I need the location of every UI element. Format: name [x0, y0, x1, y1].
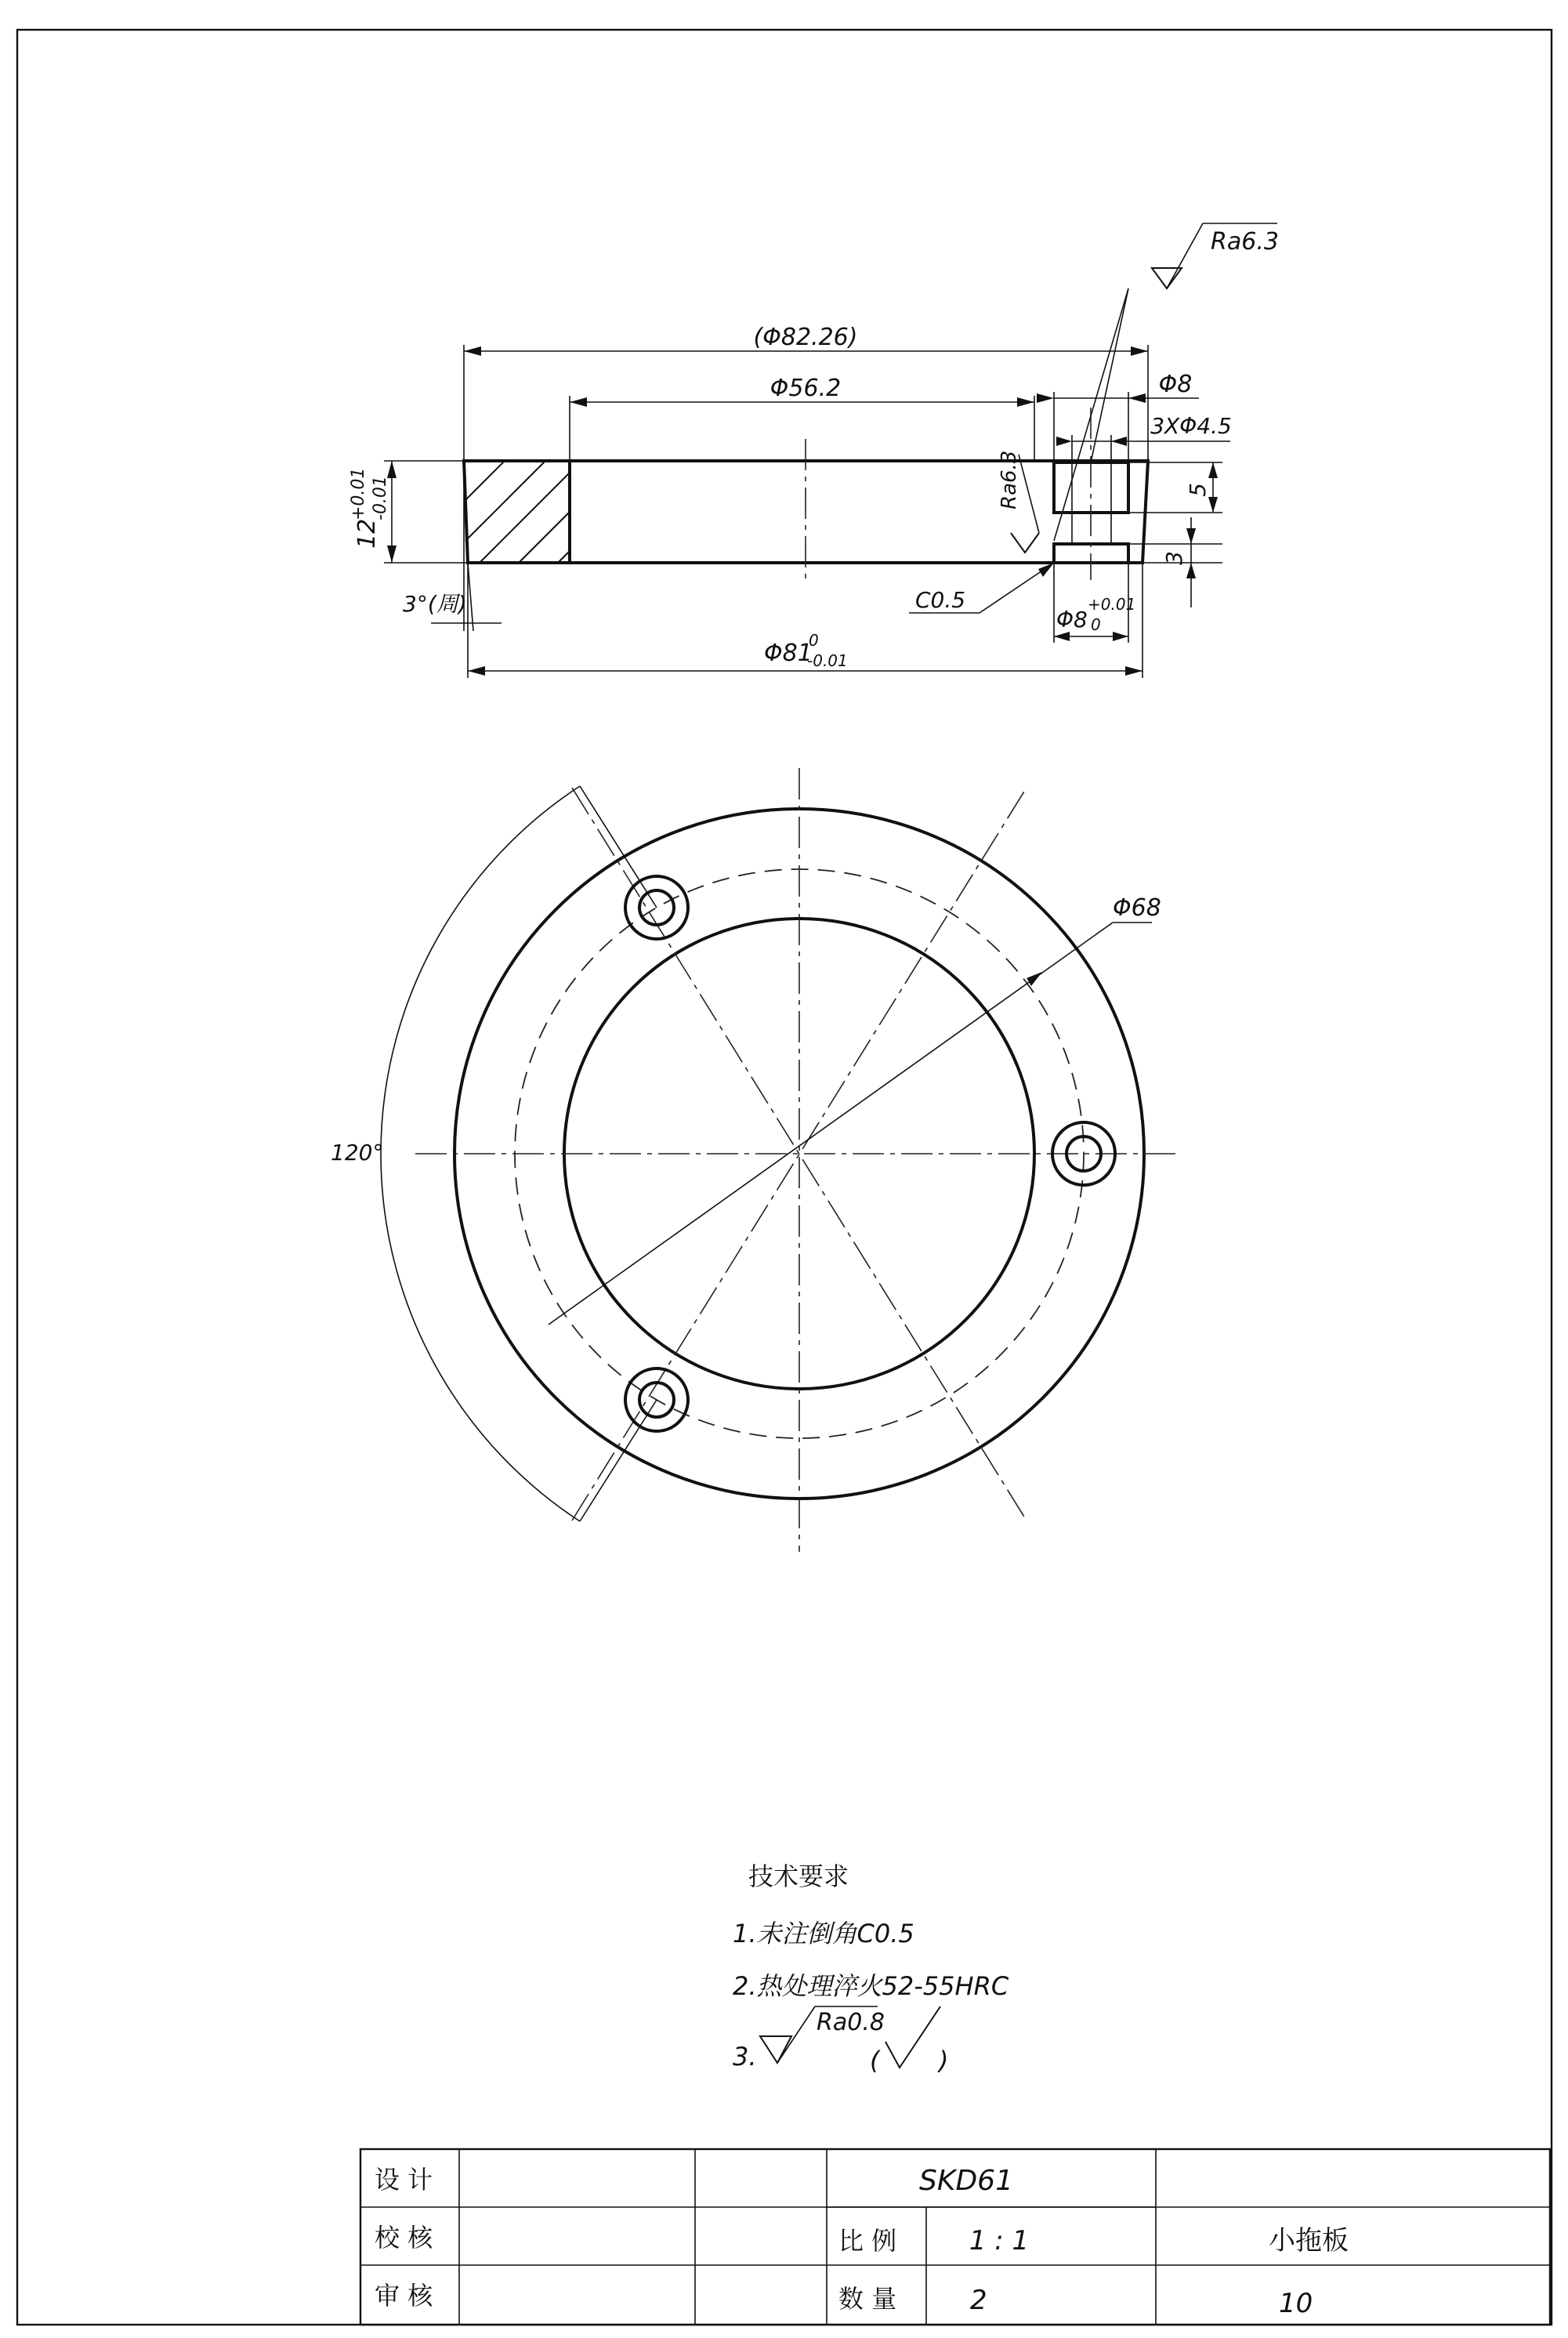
tech-requirements-title: 技术要求: [748, 1861, 849, 1891]
roughness-symbol-inner: [998, 451, 1039, 553]
dim-outer-tol-upper: 0: [809, 631, 819, 650]
counterbore-section: [1054, 408, 1128, 580]
tech-requirement-3-prefix: 3.: [733, 2042, 757, 2072]
tech-requirement-2: 2.热处理淬火52-55HRC: [733, 1971, 1009, 2001]
title-label-check: 校 核: [375, 2223, 433, 2253]
dim-chamfer-label: C0.5: [915, 587, 966, 613]
dim-height: [349, 461, 468, 563]
dim-height-tol-lower: -0.01: [371, 476, 390, 520]
title-quantity-value: 2: [970, 2285, 987, 2316]
title-part-name: 小拖板: [1269, 2225, 1349, 2256]
dim-pin-base: Φ8: [1056, 607, 1088, 633]
roughness-ra08-label: Ra0.8: [817, 2009, 885, 2036]
title-label-quantity: 数 量: [838, 2284, 897, 2314]
tech-requirement-1: 1.未注倒角C0.5: [733, 1919, 914, 1948]
dim-pcd-label: Φ68: [1113, 894, 1161, 922]
dim-overall-ref-label: (Φ82.26): [753, 324, 858, 351]
title-scale-value: 1 : 1: [969, 2225, 1030, 2256]
title-block: [360, 2149, 1550, 2325]
paren-close: ): [939, 2046, 949, 2075]
title-part-number: 10: [1279, 2288, 1313, 2319]
section-hatch: [464, 461, 570, 563]
tech-requirements: [733, 1861, 1009, 2075]
section-view: [349, 223, 1279, 678]
dim-chamfer: [909, 563, 1054, 613]
dim-height-tol-upper: +0.01: [349, 467, 368, 520]
roughness-top-label: Ra6.3: [1211, 228, 1279, 256]
dim-outer: [468, 563, 1143, 678]
roughness-inner-label: Ra6.3: [998, 450, 1021, 509]
title-material: SKD61: [919, 2165, 1013, 2197]
dim-outer-tol-lower: -0.01: [807, 651, 848, 670]
dim-depth-3-label: 3: [1161, 551, 1187, 565]
dim-bore-label: Φ56.2: [770, 375, 842, 402]
plan-view: [331, 768, 1175, 1552]
title-label-review: 审 核: [375, 2281, 433, 2311]
dim-pin-tol-lower: 0: [1091, 615, 1101, 634]
title-label-scale: 比 例: [838, 2226, 897, 2256]
dim-angle-label: 120°: [331, 1140, 384, 1165]
dim-holes-label: 3XΦ4.5: [1150, 413, 1232, 439]
dim-depth-5-label: 5: [1185, 483, 1211, 497]
title-label-design: 设 计: [375, 2165, 433, 2195]
roughness-symbol-ra08: [760, 2006, 885, 2063]
dim-height-base: 12: [353, 518, 381, 549]
paren-open: (: [870, 2046, 880, 2075]
dim-pin-tol-upper: +0.01: [1088, 595, 1136, 614]
dim-counterbore-label: Φ8: [1158, 371, 1193, 398]
dim-outer-base: Φ81: [764, 640, 813, 667]
dim-taper-label: 3°(周): [403, 591, 467, 617]
dim-pcd: [549, 894, 1161, 1325]
dim-pin: [1054, 563, 1135, 643]
dim-bore: [570, 375, 1034, 461]
